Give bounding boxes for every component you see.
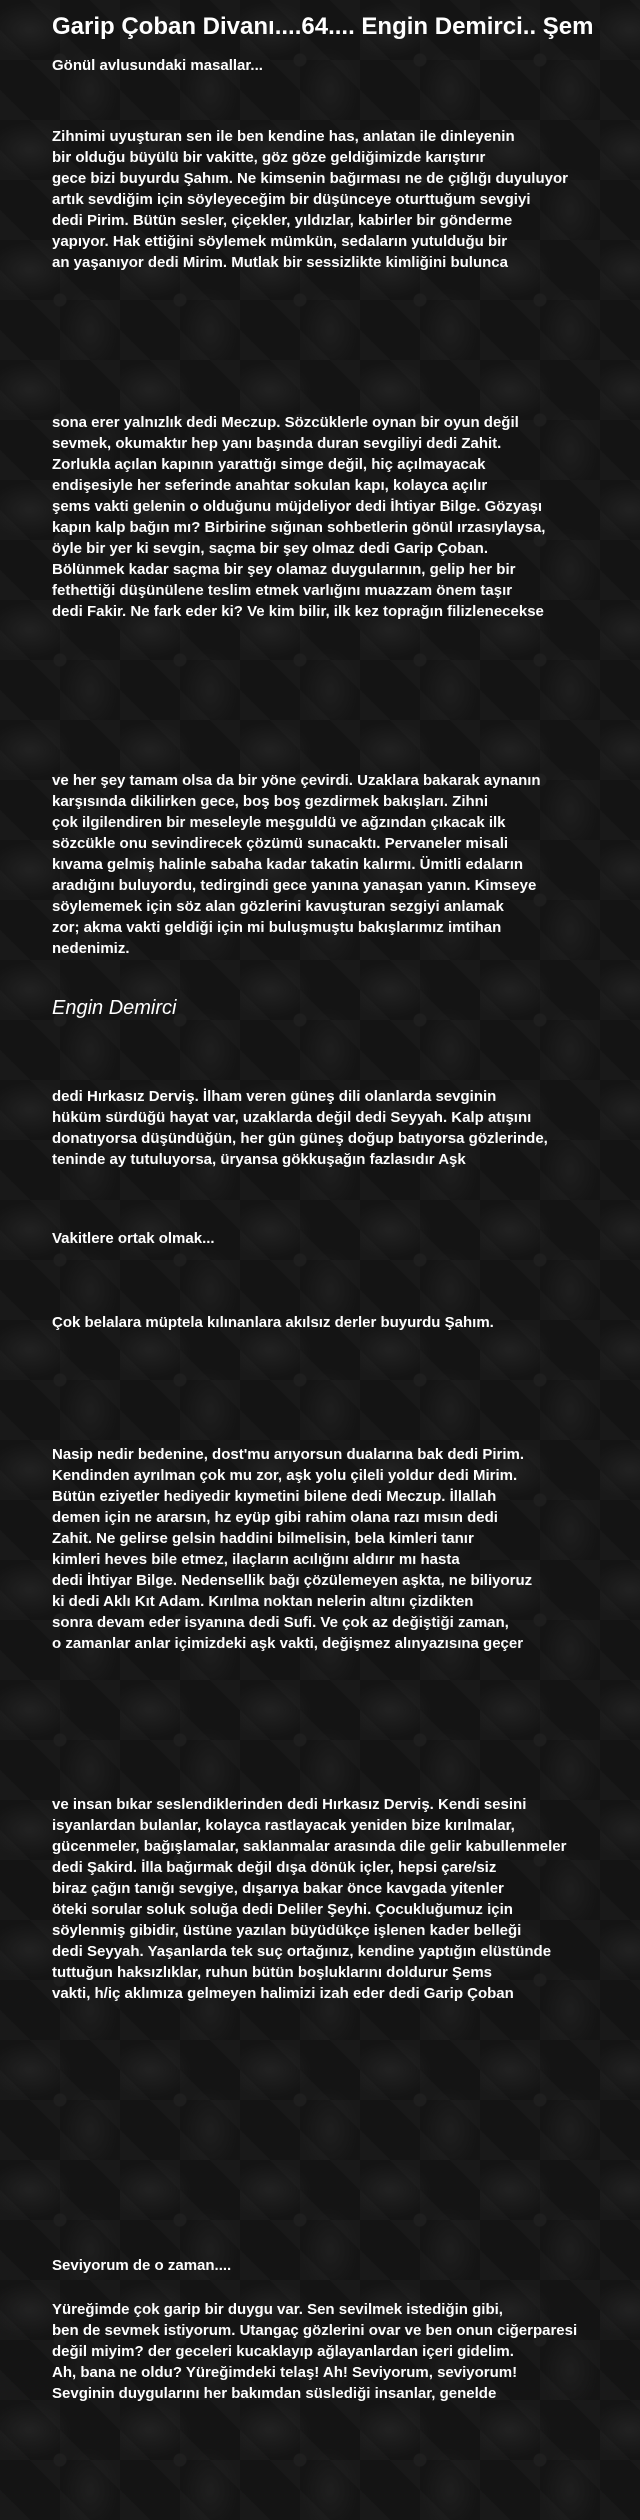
poem-line-seviyorum: Seviyorum de o zaman.... [52, 2257, 232, 2274]
poem-author: Engin Demirci [52, 997, 177, 1019]
poem-stanza-3: ve her şey tamam olsa da bir yöne çevirdi. Uzaklara bakarak aynanın karşısında dikilirken gece, boş boş gezdirmek bakışları. Zihni çok ilgilendiren bir meseleyle meşguldü ve ağzından çıkacak ilk sözcükle onu sevindirecek çözümü sunacaktı. Pervaneler misali kıvama gelmiş halinle sabaha kadar takatin kalırmı. Ümitli edaların aradığını buluyordu, tedirgindi gece yanına yanaşan yanın. Kimseye söylememek için söz alan gözlerini kavuşturan sezgiyi anlamak zor; akma vakti geldiği için mi buluşmuştu bakışlarımız imtihan nedenimiz. [52, 772, 541, 957]
poem-line-vakitlere: Vakitlere ortak olmak... [52, 1230, 215, 1247]
poem-stanza-4: dedi Hırkasız Derviş. İlham veren güneş dili olanlarda sevginin hüküm sürdüğü hayat var, uzaklarda değil dedi Seyyah. Kalp atışını donatıyorsa düşündüğün, her gün güneş doğup batıyorsa gözlerinde, teninde ay tutuluyorsa, üryansa gökkuşağın fazlasıdır Aşk [52, 1088, 548, 1168]
poem-stanza-5: Nasip nedir bedenine, dost'mu arıyorsun dualarına bak dedi Pirim. Kendinden ayrılman çok mu zor, aşk yolu çileli yoldur dedi Mirim. Bütün eziyetler hediyedir kıymetini bilene dedi Meczup. İllallah demen için ne ararsın, hz eyüp gibi rahim olana razı mısın dedi Zahit. Ne gelirse gelsin haddini bilmelisin, bela kimleri tanır kimleri heves bile etmez, ilaçların acılığını aldırır mı hasta dedi İhtiyar Bilge. Nedensellik bağı çözülemeyen aşkta, ne biliyoruz ki dedi Aklı Kıt Adam. Kırılma noktan nelerin altını çizdikten sonra devam eder isyanına dedi Sufi. Ve çok az değiştiği zaman, o zamanlar anlar içimizdeki aşk vakti, değişmez alınyazısına geçer [52, 1446, 533, 1652]
poem-subtitle: Gönül avlusundaki masallar... [52, 57, 263, 74]
poem-title: Garip Çoban Divanı....64.... Engin Demirci.. Şem [52, 13, 594, 40]
poem-stanza-2: sona erer yalnızlık dedi Meczup. Sözcüklerle oynan bir oyun değil sevmek, okumaktır hep yanı başında duran sevgiliyi dedi Zahit. Zorlukla açılan kapının yarattığı simge değil, hiç açılmayacak endişesiyle her seferinde anahtar sokulan kapı, kolayca açılır şems vakti gelenin o olduğunu müjdeliyor dedi İhtiyar Bilge. Gözyaşı kapın kalp bağın mı? Birbirine sığınan sohbetlerin gönül ırzasıylaysa, öyle bir yer ki sevgin, saçma bir şey olmaz dedi Garip Çoban. Bölünmek kadar saçma bir şey olamaz duygularının, gelip her bir fethettiği düşünülene teslim etmek varlığını muazzam önem taşır dedi Fakir. Ne fark eder ki? Ve kim bilir, ilk kez toprağın filizlenecekse [52, 414, 546, 620]
poem-stanza-7: Yüreğimde çok garip bir duygu var. Sen sevilmek istediğin gibi, ben de sevmek istiyorum. Utangaç gözlerini ovar ve ben onun ciğerparesi değil miyim? der geceleri kucaklayıp ağlayanlardan içeri gidelim. Ah, bana ne oldu? Yüreğimdeki telaş! Ah! Seviyorum, seviyorum! Sevginin duygularını her bakımdan süslediği insanlar, genelde [52, 2301, 578, 2402]
poem-stanza-1: Zihnimi uyuşturan sen ile ben kendine has, anlatan ile dinleyenin bir olduğu büyülü bir vakitte, göz göze geldiğimizde karıştırır gece bizi buyurdu Şahım. Ne kimsenin bağırması ne de çığlığı duyuluyor artık sevdiğim için söyleyeceğim bir düşünceye oturttuğum sevgiyi dedi Pirim. Bütün sesler, çiçekler, yıldızlar, kabirler bir gönderme yapıyor. Hak ettiğini söylemek mümkün, sedaların yutulduğu bir an yaşanıyor dedi Mirim. Mutlak bir sessizlikte kimliğini bulunca [52, 128, 568, 271]
poem-line-cok: Çok belalara müptela kılınanlara akılsız derler buyurdu Şahım. [52, 1314, 494, 1331]
poem-stanza-6: ve insan bıkar seslendiklerinden dedi Hırkasız Derviş. Kendi sesini isyanlardan bulanlar, kolayca rastlayacak yeniden bize kırılmalar, gücenmeler, bağışlamalar, saklanmalar arasında dile gelir kabullenmeler dedi Şakird. İlla bağırmak değil dışa dönük içler, hepsi çare/siz biraz çağın tanığı sevgiye, dışarıya bakar önce kavgada yitenler öteki sorular soluk soluğa dedi Deliler Şeyhi. Çocukluğumuz için söylenmiş gibidir, üstüne yazılan büyüdükçe işlenen kader belleği dedi Seyyah. Yaşanlarda tek suç ortağınız, kendine yaptığın elüstünde tuttuğun haksızlıklar, ruhun bütün boşluklarını doldurur Şems vakti, h/iç aklımıza gelmeyen halimizi izah eder dedi Garip Çoban [52, 1796, 567, 2002]
